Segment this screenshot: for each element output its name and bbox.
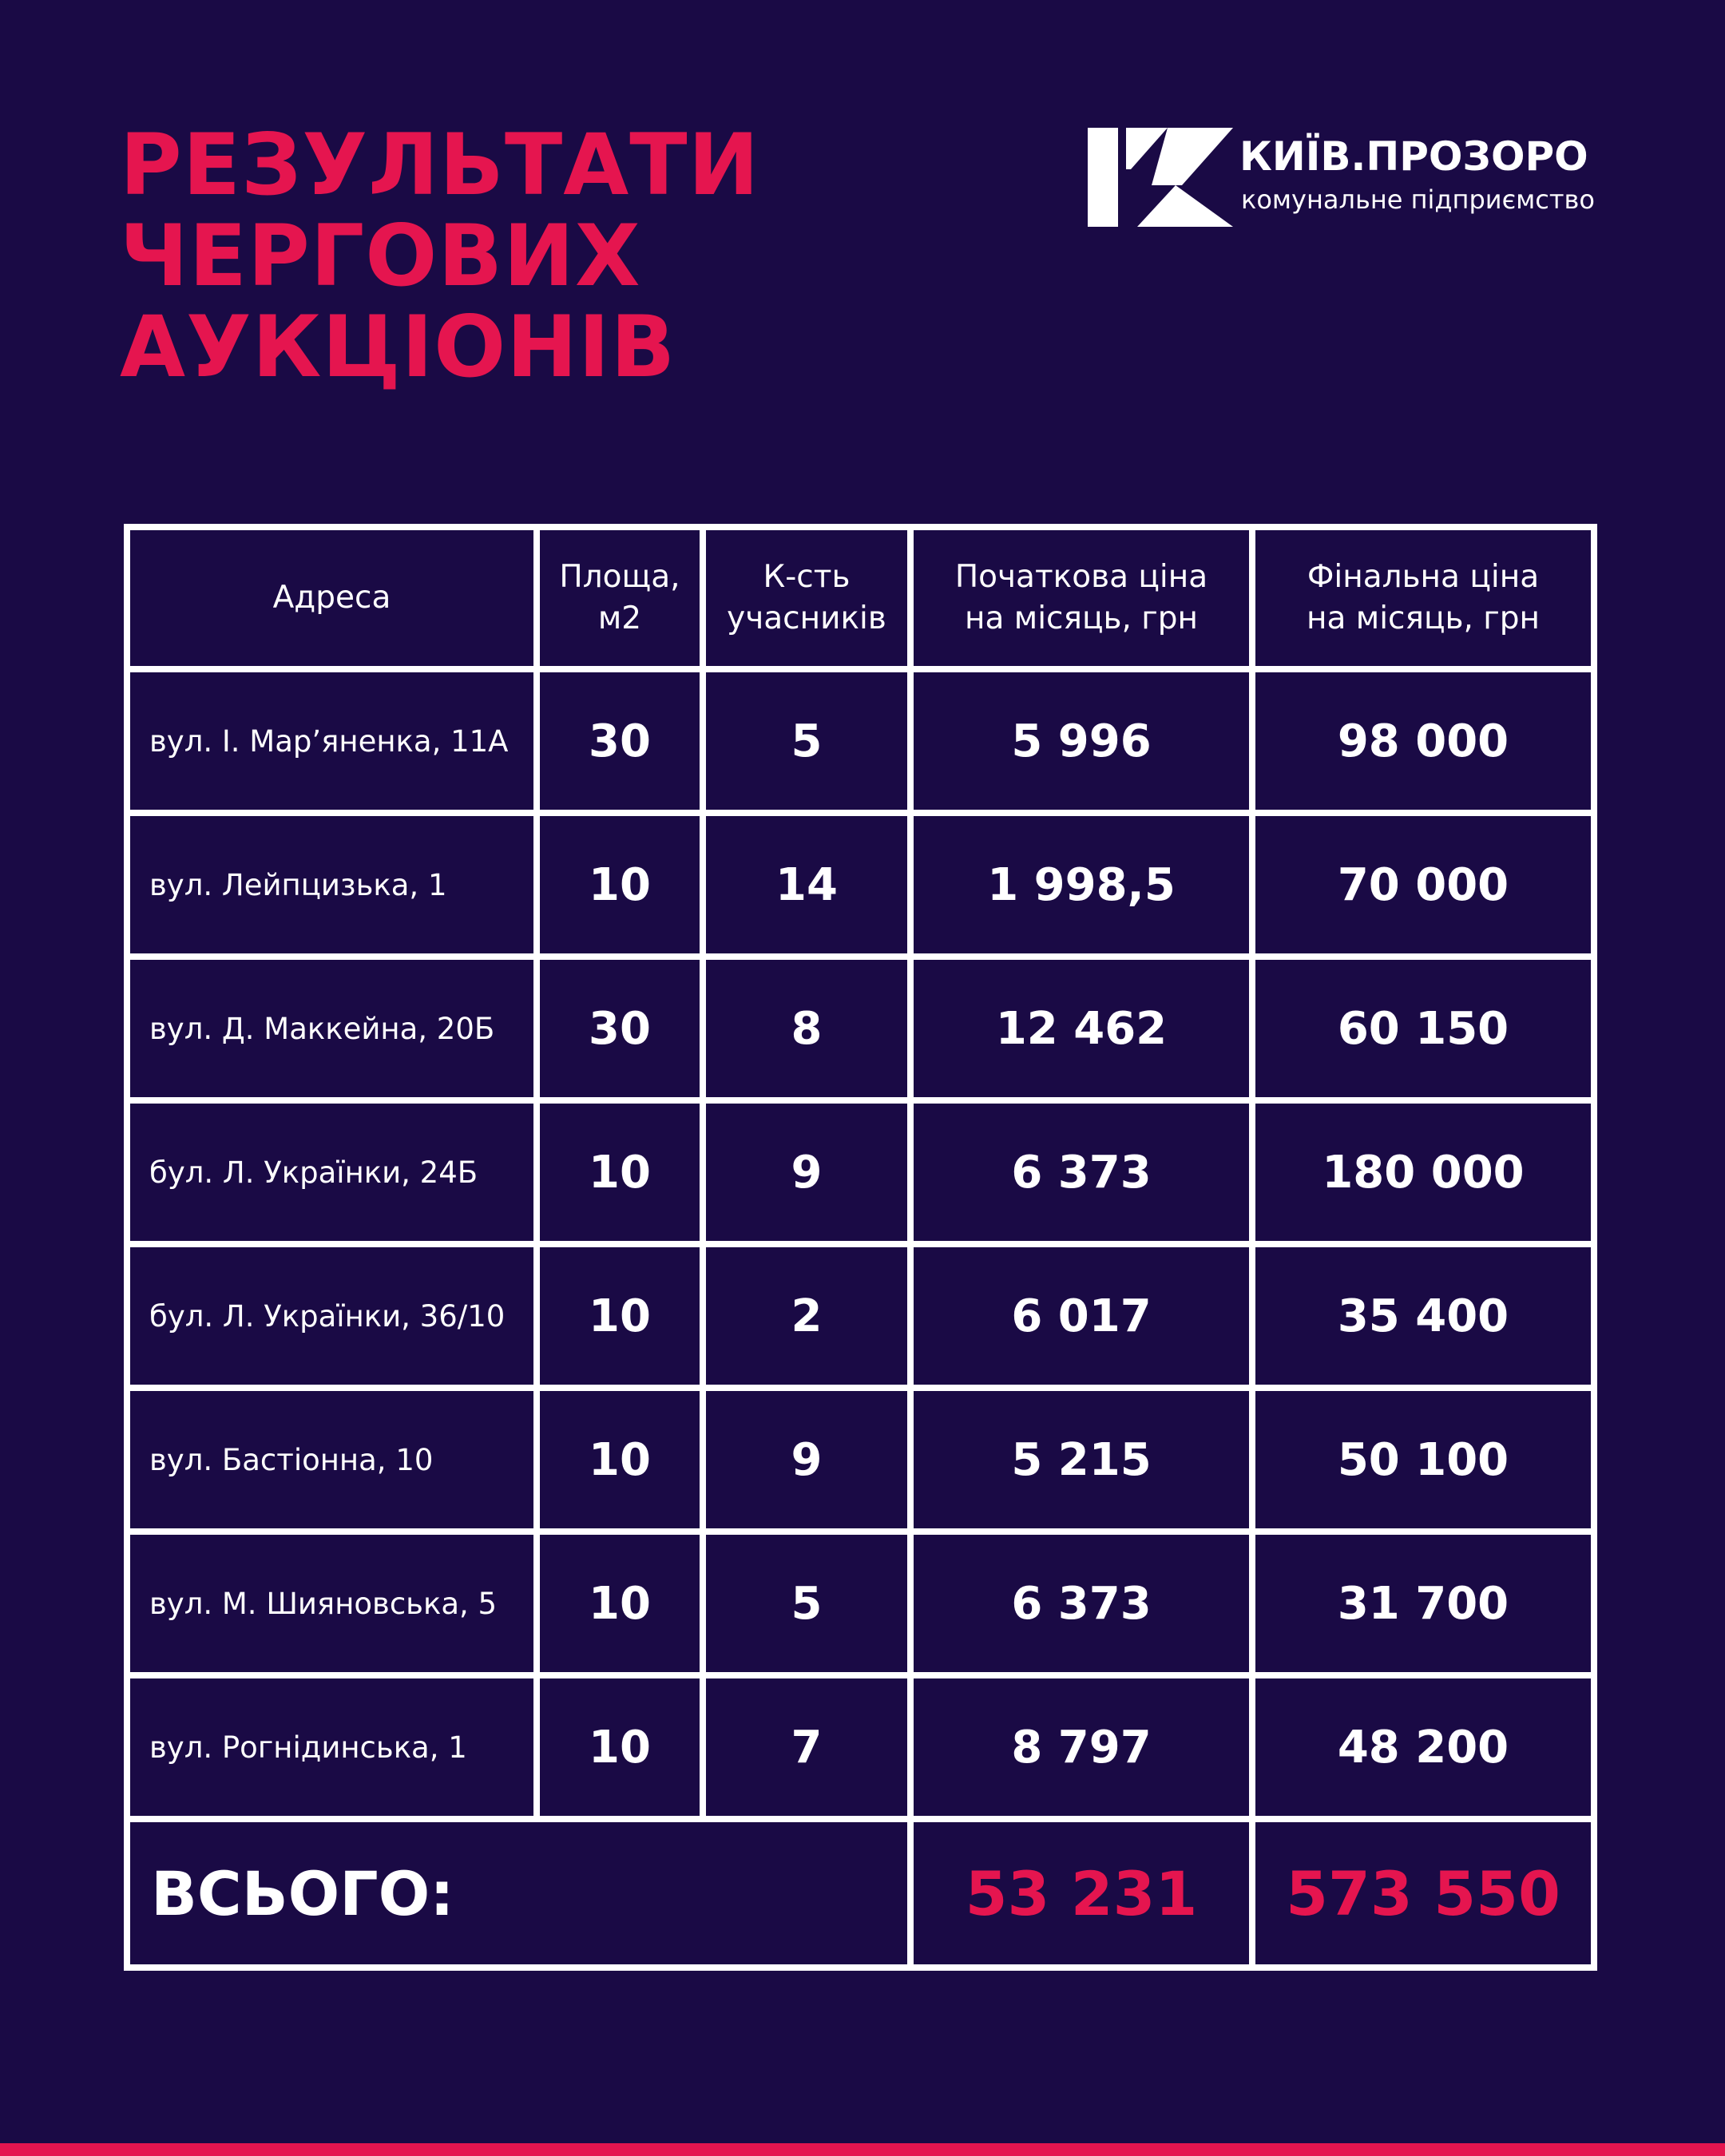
kyiv-prozoro-logo	[1088, 128, 1599, 232]
cell-final-price: 35 400	[1255, 1247, 1591, 1385]
table-header-row	[130, 530, 1591, 666]
cell-area: 10	[540, 1678, 700, 1816]
cell-start-price: 5 215	[914, 1391, 1249, 1528]
table-row	[130, 1104, 1591, 1241]
title-line-2: ЧЕРГОВИХ	[120, 207, 641, 305]
cell-final-price: 180 000	[1255, 1104, 1591, 1241]
title-line-3: АУКЦІОНІВ	[120, 298, 676, 396]
total-start-price: 53 231	[914, 1822, 1249, 1964]
page-title	[120, 116, 760, 396]
cell-final-price: 60 150	[1255, 960, 1591, 1097]
cell-area: 10	[540, 1391, 700, 1528]
cell-address: вул. Бастіонна, 10	[130, 1391, 533, 1528]
cell-address: вул. М. Шияновська, 5	[130, 1535, 533, 1672]
cell-address: вул. І. Мар’яненка, 11А	[130, 672, 533, 810]
cell-address: вул. Д. Маккейна, 20Б	[130, 960, 533, 1097]
cell-final-price: 31 700	[1255, 1535, 1591, 1672]
header-start-price: Початкова ціна на місяць, грн	[914, 530, 1249, 666]
logo-subtitle: комунальне підприємство	[1241, 184, 1595, 215]
cell-start-price: 1 998,5	[914, 816, 1249, 953]
cell-final-price: 48 200	[1255, 1678, 1591, 1816]
cell-participants: 9	[706, 1104, 907, 1241]
cell-address: бул. Л. Українки, 24Б	[130, 1104, 533, 1241]
table-row	[130, 1678, 1591, 1816]
table-row	[130, 672, 1591, 810]
cell-area: 10	[540, 1535, 700, 1672]
total-row	[130, 1822, 1591, 1964]
cell-final-price: 70 000	[1255, 816, 1591, 953]
bottom-accent-bar	[0, 2143, 1725, 2156]
cell-address: вул. Лейпцизька, 1	[130, 816, 533, 953]
title-line-1: РЕЗУЛЬТАТИ	[120, 116, 760, 214]
cell-participants: 2	[706, 1247, 907, 1385]
cell-final-price: 98 000	[1255, 672, 1591, 810]
cell-participants: 9	[706, 1391, 907, 1528]
cell-area: 10	[540, 1247, 700, 1385]
k-logo-icon	[1088, 128, 1233, 227]
cell-participants: 5	[706, 1535, 907, 1672]
auction-results-table	[124, 524, 1597, 1971]
cell-participants: 5	[706, 672, 907, 810]
cell-participants: 14	[706, 816, 907, 953]
logo-name: КИЇВ.ПРОЗОРО	[1239, 133, 1588, 180]
cell-area: 10	[540, 816, 700, 953]
cell-start-price: 6 373	[914, 1104, 1249, 1241]
cell-address: вул. Рогнідинська, 1	[130, 1678, 533, 1816]
table-row	[130, 1391, 1591, 1528]
cell-area: 30	[540, 672, 700, 810]
cell-final-price: 50 100	[1255, 1391, 1591, 1528]
cell-area: 10	[540, 1104, 700, 1241]
cell-participants: 8	[706, 960, 907, 1097]
header-final-price: Фінальна ціна на місяць, грн	[1255, 530, 1591, 666]
table-row	[130, 960, 1591, 1097]
total-label: ВСЬОГО:	[130, 1822, 907, 1964]
table-row	[130, 1535, 1591, 1672]
cell-address: бул. Л. Українки, 36/10	[130, 1247, 533, 1385]
cell-start-price: 6 373	[914, 1535, 1249, 1672]
header-address: Адреса	[130, 530, 533, 666]
header-area: Площа, м2	[540, 530, 700, 666]
cell-participants: 7	[706, 1678, 907, 1816]
table-row	[130, 1247, 1591, 1385]
table-row	[130, 816, 1591, 953]
cell-start-price: 6 017	[914, 1247, 1249, 1385]
total-final-price: 573 550	[1255, 1822, 1591, 1964]
cell-area: 30	[540, 960, 700, 1097]
cell-start-price: 12 462	[914, 960, 1249, 1097]
cell-start-price: 8 797	[914, 1678, 1249, 1816]
cell-start-price: 5 996	[914, 672, 1249, 810]
header-participants: К-сть учасників	[706, 530, 907, 666]
